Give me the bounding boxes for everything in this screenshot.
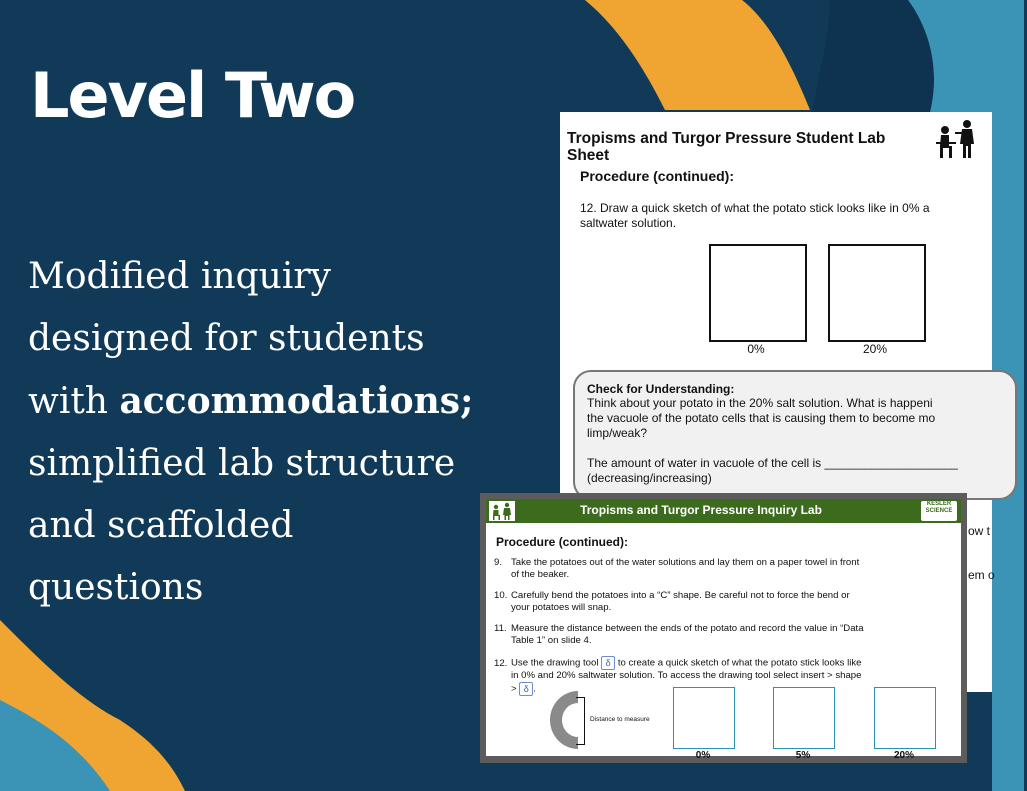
sketch-box-0[interactable] [709,244,807,342]
step-text: Take the potatoes out of the water solutions and lay them on a paper towel in front [511,557,860,568]
kesler-science-logo [921,501,957,521]
distance-bracket [576,697,585,745]
check-title: Check for Understanding: [587,382,735,396]
teacher-student-icon [933,118,983,160]
step-number: 12. [494,657,508,669]
logo-text: KESLER [926,501,952,507]
description-line: designed for students [28,318,425,359]
distance-label: Distance to measure [590,716,650,723]
check-line: the vacuole of the potato cells that is causing them to become mo [587,411,936,425]
sketch-box-20[interactable] [874,687,936,749]
step-10 [494,590,964,614]
step-text: 12. Draw a quick sketch of what the potato stick looks like in 0% a [580,201,930,215]
check-body [587,396,1027,486]
page-heading: Level Two [30,59,355,132]
check-line: limp/weak? [587,426,648,440]
step-text: . [533,683,536,695]
navy-wave-right [812,0,934,112]
check-line: Think about your potato in the 20% salt solution. What is happeni [587,396,933,410]
step-text: Measure the distance between the ends of the potato and record the value in “Data [511,623,864,634]
description-text: with [28,381,120,422]
procedure-heading: Procedure (continued): [580,168,735,184]
description-line: questions [28,567,204,608]
sketch-label: 20% [862,342,888,356]
step-text: Table 1” on slide 4. [511,635,592,646]
step-text: Carefully bend the potatoes into a “C” shape. Be careful not to force the bend or [511,590,850,601]
sheet-title: Tropisms and Turgor Pressure Student Lab Sheet [567,130,886,164]
step-text: in 0% and 20% saltwater solution. To access the drawing tool select insert > shape [511,670,862,681]
procedure-heading: Procedure (continued): [496,535,629,549]
check-for-understanding [573,370,1017,500]
check-line: (decreasing/increasing) [587,471,712,485]
slide-title: Tropisms and Turgor Pressure Inquiry Lab [580,503,822,517]
check-answer-line[interactable]: The amount of water in vacuole of the cell is ____________________ [587,456,958,470]
slide-title-bar [486,499,961,523]
sketch-label: 20% [893,750,914,761]
step-text: your potatoes will snap. [511,602,612,613]
sketch-box-0[interactable] [673,687,735,749]
step-text: to create a quick sketch of what the potato stick looks like [617,657,862,669]
step-number: 11. [494,623,507,634]
sketch-box-5[interactable] [773,687,835,749]
description-line: simplified lab structure [28,443,456,484]
sketch-box-20[interactable] [828,244,926,342]
step-9 [494,557,964,581]
description [28,246,548,619]
step-text: > [511,683,517,695]
sketch-label: 0% [747,342,765,356]
step-text: Use the drawing tool [511,657,599,669]
logo-text: SCIENCE [925,508,953,514]
step-number: 9. [494,557,503,568]
step-text: saltwater solution. [580,216,677,230]
sketch-label: 5% [795,750,811,761]
step-text: of the beaker. [511,569,570,580]
teacher-student-icon [489,501,515,521]
description-line: Modified inquiry [28,256,331,297]
step-12 [580,201,1020,231]
step-11 [494,623,964,647]
sketch-label: 0% [695,750,711,761]
description-emphasis: accommodations; [119,380,474,422]
description-line: and scaffolded [28,505,294,546]
step-number: 10. [494,590,508,601]
drawing-tool-icon[interactable]: δ [601,656,615,670]
inquiry-lab-slide [480,493,967,763]
partial-text: ow t [968,524,991,538]
drawing-tool-icon[interactable]: δ [519,682,533,696]
partial-text: em o [968,568,995,582]
description-line [28,370,548,433]
